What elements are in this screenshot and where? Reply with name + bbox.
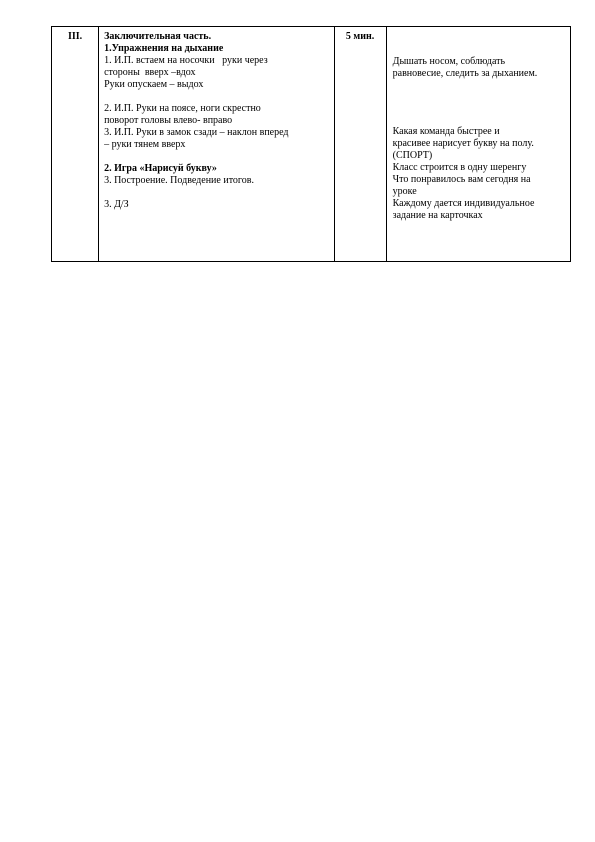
- exercise-1-line-3: Руки опускаем – выдох: [104, 79, 204, 90]
- notes-liked-line-2: уроке: [392, 186, 417, 197]
- section-title: Заключительная часть.: [104, 31, 212, 42]
- spacer: [104, 187, 330, 199]
- section-content: [99, 27, 334, 262]
- notes-team-line-3: (СПОРТ): [392, 150, 433, 161]
- exercise-2-line-2: поворот головы влево- вправо: [104, 115, 233, 126]
- notes-lineup: Класс строится в одну шеренгу: [392, 162, 527, 173]
- lineup-text: 3. Построение. Подведение итогов.: [104, 175, 255, 186]
- section-number: III.: [52, 27, 99, 262]
- notes-breathing: [393, 56, 567, 80]
- table-row: [52, 27, 571, 262]
- notes-team-line-2: красивее нарисует букву на полу.: [392, 138, 534, 149]
- notes-game: [393, 126, 567, 222]
- spacer: [104, 91, 330, 103]
- exercise-3-line-2: – руки тянем вверх: [104, 139, 186, 150]
- exercise-1-line-2: стороны вверх –вдох: [104, 67, 196, 78]
- notes-task-line-2: задание на карточках: [392, 210, 483, 221]
- spacer: [104, 151, 330, 163]
- notes-breathing-line-1: Дышать носом, соблюдать: [392, 56, 506, 67]
- notes-task-line-1: Каждому дается индивидуальное: [392, 198, 535, 209]
- homework-text: 3. Д/З: [104, 199, 129, 210]
- notes-liked-line-1: Что понравилось вам сегодня на: [392, 174, 531, 185]
- exercise-1-line-1: 1. И.П. встаем на носочки руки через: [104, 55, 268, 66]
- lesson-plan-table: [51, 26, 571, 262]
- section-notes: [386, 27, 570, 262]
- notes-team-line-1: Какая команда быстрее и: [392, 126, 500, 137]
- game-heading: 2. Игра «Нарисуй букву»: [104, 163, 217, 174]
- section-time: 5 мин.: [334, 27, 386, 262]
- exercise-heading: 1.Упражнения на дыхание: [104, 43, 224, 54]
- exercise-3-line-1: 3. И.П. Руки в замок сзади – наклон вперед: [104, 127, 289, 138]
- notes-breathing-line-2: равновесие, следить за дыханием.: [392, 68, 538, 79]
- exercise-2-line-1: 2. И.П. Руки на поясе, ноги скрестно: [104, 103, 261, 114]
